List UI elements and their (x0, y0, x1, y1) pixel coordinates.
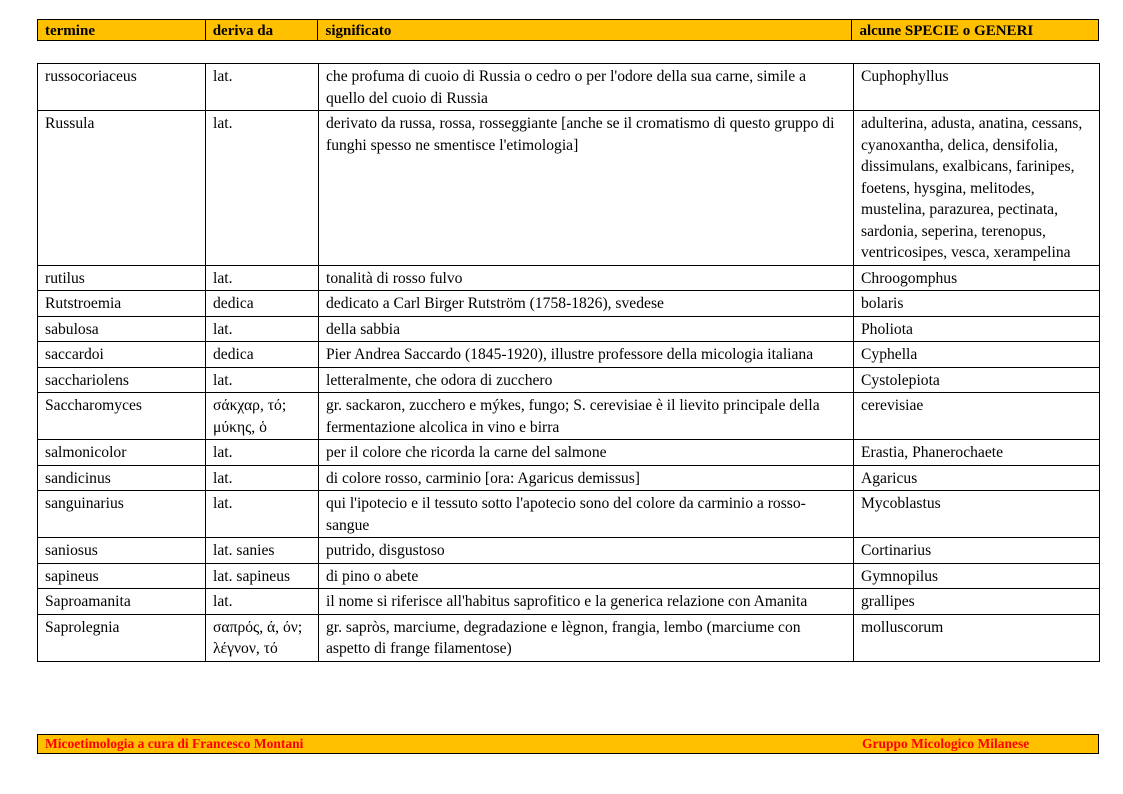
table-row (38, 614, 1100, 661)
cell-significato: dedicato a Carl Birger Rutström (1758-1826), svedese (319, 291, 854, 317)
cell-deriva: lat. sapineus (206, 563, 319, 589)
cell-deriva: lat. (206, 440, 319, 466)
cell-specie: Pholiota (854, 316, 1100, 342)
cell-termine: sandicinus (38, 465, 206, 491)
cell-significato: gr. sackaron, zucchero e mýkes, fungo; S. cerevisiae è il lievito principale della fermentazione alcolica in vino e birra (319, 393, 854, 440)
table-row (38, 491, 1100, 538)
header-specie-generi: alcune SPECIE o GENERI (859, 23, 1034, 39)
footer-band (37, 734, 1099, 754)
cell-termine: Saproamanita (38, 589, 206, 615)
cell-specie: Chroogomphus (854, 265, 1100, 291)
cell-specie: grallipes (854, 589, 1100, 615)
cell-termine: saccardoi (38, 342, 206, 368)
cell-deriva: σάκχαρ, τό; μύκης, ὁ (206, 393, 319, 440)
cell-significato: derivato da russa, rossa, rosseggiante [anche se il cromatismo di questo gruppo di funghi spesso ne smentisce l'etimologia] (319, 111, 854, 266)
cell-termine: saniosus (38, 538, 206, 564)
table-row (38, 563, 1100, 589)
cell-deriva: lat. (206, 265, 319, 291)
table-header-band (37, 19, 1099, 41)
cell-significato: putrido, disgustoso (319, 538, 854, 564)
cell-termine: rutilus (38, 265, 206, 291)
cell-specie: Mycoblastus (854, 491, 1100, 538)
table-row (38, 589, 1100, 615)
cell-specie: Cuphophyllus (854, 64, 1100, 111)
table-row (38, 538, 1100, 564)
cell-deriva: lat. (206, 465, 319, 491)
cell-significato: gr. sapròs, marciume, degradazione e lègnon, frangia, lembo (marciume con aspetto di frange filamentose) (319, 614, 854, 661)
cell-significato: Pier Andrea Saccardo (1845-1920), illustre professore della micologia italiana (319, 342, 854, 368)
header-significato: significato (318, 20, 852, 40)
cell-termine: Russula (38, 111, 206, 266)
cell-termine: Rutstroemia (38, 291, 206, 317)
etymology-table (37, 63, 1100, 662)
cell-deriva: lat. sanies (206, 538, 319, 564)
cell-specie: adulterina, adusta, anatina, cessans, cyanoxantha, delica, densifolia, dissimulans, exalbicans, farinipes, foetens, hysgina, melitodes, mustelina, parazurea, pectinata, sardonia, seperina, terenopus, ventricosipes, vesca, xerampelina (854, 111, 1100, 266)
cell-specie: Agaricus (854, 465, 1100, 491)
cell-deriva: lat. (206, 64, 319, 111)
table-row (38, 342, 1100, 368)
table-row (38, 265, 1100, 291)
table-row (38, 111, 1100, 266)
cell-deriva: σαπρός, ά, όν; λέγνον, τό (206, 614, 319, 661)
cell-specie: Erastia, Phanerochaete (854, 440, 1100, 466)
cell-significato: di colore rosso, carminio [ora: Agaricus demissus] (319, 465, 854, 491)
cell-specie: Cystolepiota (854, 367, 1100, 393)
cell-termine: sanguinarius (38, 491, 206, 538)
cell-deriva: lat. (206, 111, 319, 266)
table-row (38, 367, 1100, 393)
cell-significato: per il colore che ricorda la carne del salmone (319, 440, 854, 466)
cell-termine: russocoriaceus (38, 64, 206, 111)
cell-specie: Cyphella (854, 342, 1100, 368)
cell-significato: il nome si riferisce all'habitus saprofitico e la generica relazione con Amanita (319, 589, 854, 615)
table-row (38, 64, 1100, 111)
cell-deriva: lat. (206, 491, 319, 538)
footer-author: Micoetimologia a cura di Francesco Montani (45, 736, 304, 751)
header-termine: termine (38, 20, 206, 40)
header-deriva-da: deriva da (206, 20, 319, 40)
cell-termine: sapineus (38, 563, 206, 589)
cell-specie: cerevisiae (854, 393, 1100, 440)
cell-significato: qui l'ipotecio e il tessuto sotto l'apotecio sono del colore da carminio a rosso-sangue (319, 491, 854, 538)
cell-termine: Saccharomyces (38, 393, 206, 440)
table-row (38, 465, 1100, 491)
cell-deriva: dedica (206, 291, 319, 317)
cell-termine: Saprolegnia (38, 614, 206, 661)
cell-specie: bolaris (854, 291, 1100, 317)
cell-deriva: lat. (206, 589, 319, 615)
cell-deriva: lat. (206, 367, 319, 393)
cell-specie: Cortinarius (854, 538, 1100, 564)
footer-group: Gruppo Micologico Milanese (862, 736, 1030, 751)
cell-significato: tonalità di rosso fulvo (319, 265, 854, 291)
cell-significato: che profuma di cuoio di Russia o cedro o per l'odore della sua carne, simile a quello del cuoio di Russia (319, 64, 854, 111)
table-row (38, 440, 1100, 466)
table-row (38, 393, 1100, 440)
table-row (38, 291, 1100, 317)
table-row (38, 316, 1100, 342)
cell-termine: sacchariolens (38, 367, 206, 393)
cell-deriva: lat. (206, 316, 319, 342)
cell-significato: letteralmente, che odora di zucchero (319, 367, 854, 393)
cell-deriva: dedica (206, 342, 319, 368)
cell-termine: salmonicolor (38, 440, 206, 466)
cell-significato: della sabbia (319, 316, 854, 342)
cell-termine: sabulosa (38, 316, 206, 342)
cell-specie: molluscorum (854, 614, 1100, 661)
cell-significato: di pino o abete (319, 563, 854, 589)
cell-specie: Gymnopilus (854, 563, 1100, 589)
